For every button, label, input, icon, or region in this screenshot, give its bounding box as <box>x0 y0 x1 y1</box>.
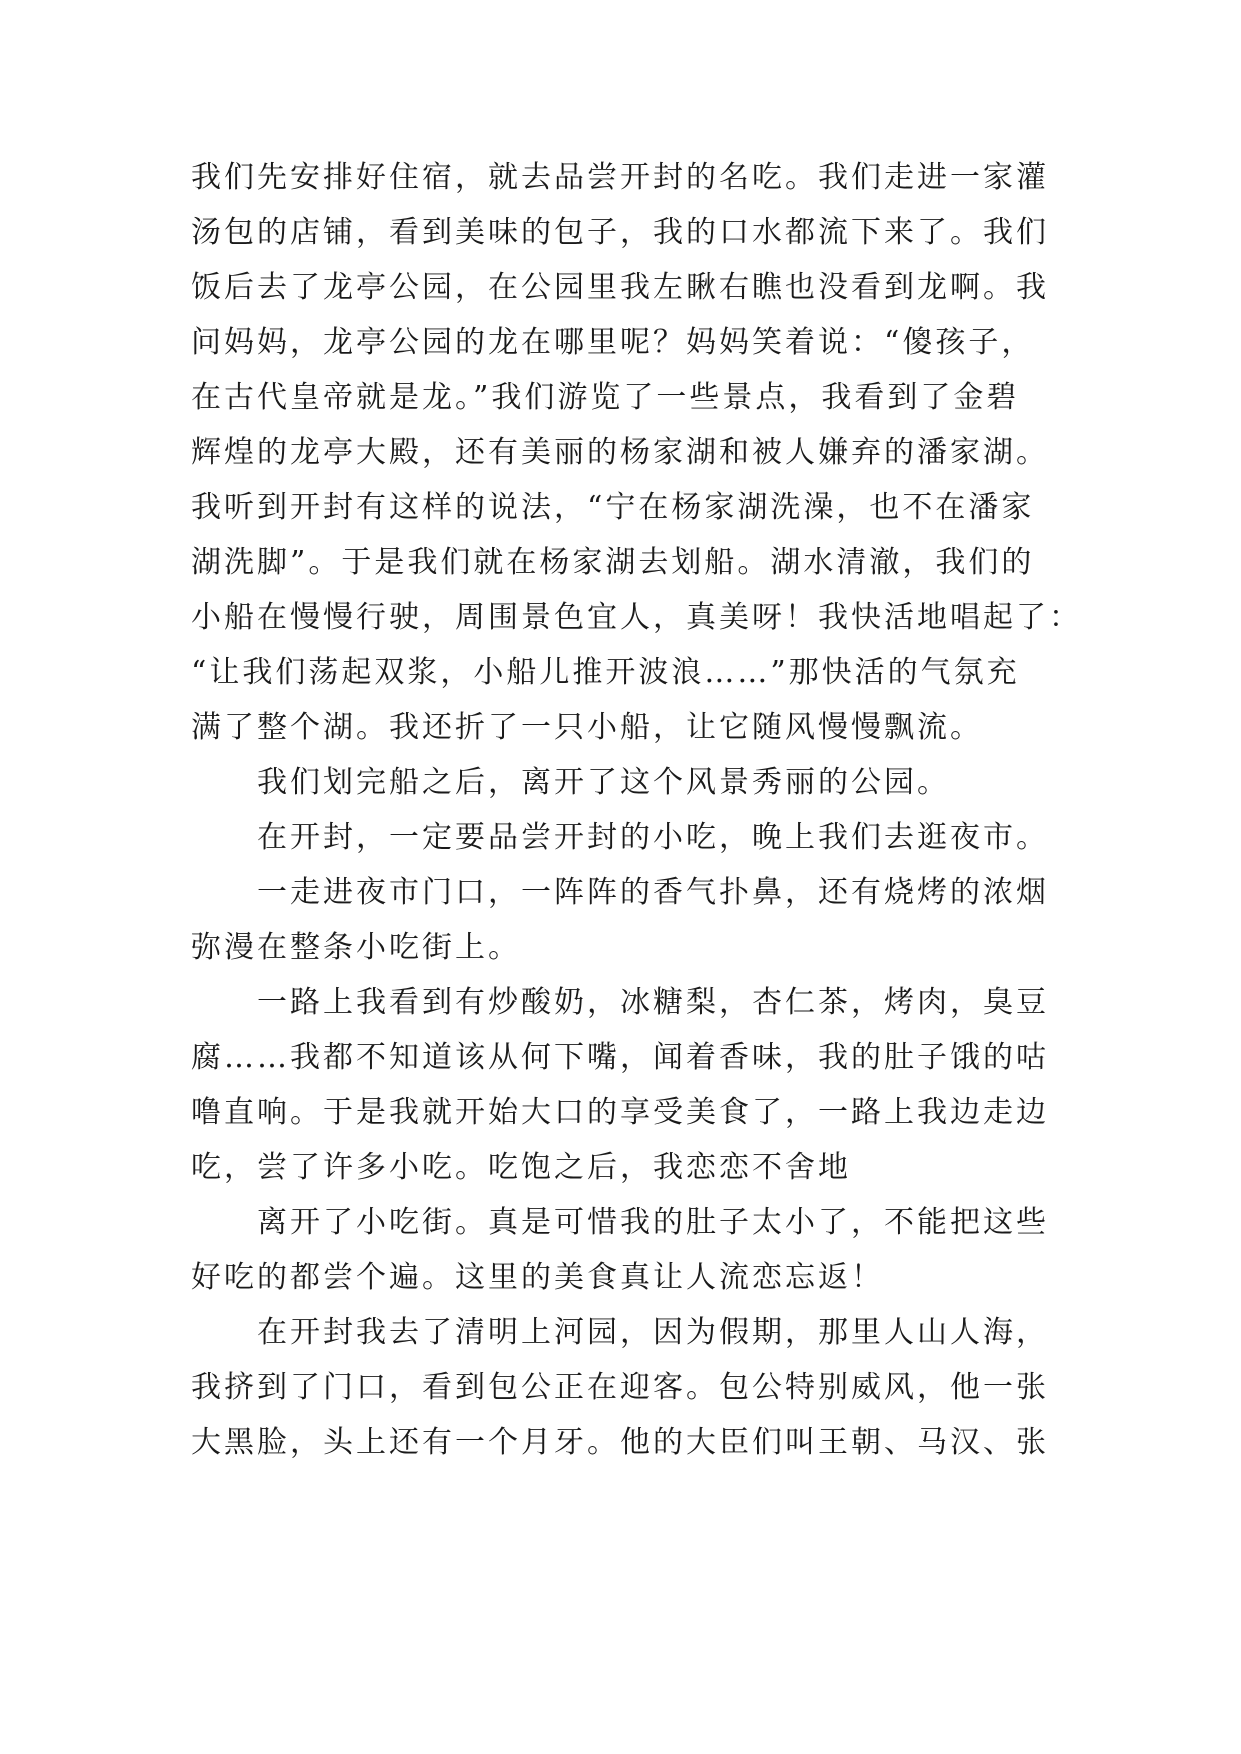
paragraph-first-line: 一走进夜市门口，一阵阵的香气扑鼻，还有烧烤的浓烟 <box>257 875 1049 910</box>
text-line: 饭后去了龙亭公园，在公园里我左瞅右瞧也没看到龙啊。我 <box>191 270 1049 305</box>
text-line: 弥漫在整条小吃街上。 <box>191 930 521 965</box>
text-line: 我们先安排好住宿，就去品尝开封的名吃。我们走进一家灌 <box>191 160 1049 195</box>
text-line: 腐……我都不知道该从何下嘴，闻着香味，我的肚子饿的咕 <box>191 1040 1049 1075</box>
text-line: 辉煌的龙亭大殿，还有美丽的杨家湖和被人嫌弃的潘家湖。 <box>191 435 1049 470</box>
paragraph-first-line: 我们划完船之后，离开了这个风景秀丽的公园。 <box>257 765 950 800</box>
text-line: 问妈妈，龙亭公园的龙在哪里呢？妈妈笑着说：“傻孩子， <box>191 325 1035 360</box>
text-line: 湖洗脚”。于是我们就在杨家湖去划船。湖水清澈，我们的 <box>191 545 1035 580</box>
text-line: 汤包的店铺，看到美味的包子，我的口水都流下来了。我们 <box>191 215 1049 250</box>
text-line: 我听到开封有这样的说法，“宁在杨家湖洗澡，也不在潘家 <box>191 490 1035 525</box>
body-text <box>191 150 1082 1470</box>
text-line: 大黑脸，头上还有一个月牙。他的大臣们叫王朝、马汉、张 <box>191 1425 1049 1460</box>
text-line: 吃，尝了许多小吃。吃饱之后，我恋恋不舍地 <box>191 1150 851 1185</box>
text-line: 小船在慢慢行驶，周围景色宜人，真美呀！我快活地唱起了： <box>191 600 1082 635</box>
text-line: 噜直响。于是我就开始大口的享受美食了，一路上我边走边 <box>191 1095 1049 1130</box>
paragraph-first-line: 离开了小吃街。真是可惜我的肚子太小了，不能把这些 <box>257 1205 1049 1240</box>
text-line: “让我们荡起双浆，小船儿推开波浪……”那快活的气氛充 <box>191 655 1020 690</box>
paragraph-first-line: 在开封，一定要品尝开封的小吃，晚上我们去逛夜市。 <box>257 820 1049 855</box>
text-line: 好吃的都尝个遍。这里的美食真让人流恋忘返！ <box>191 1260 884 1295</box>
paragraph-first-line: 一路上我看到有炒酸奶，冰糖梨，杏仁茶，烤肉，臭豆 <box>257 985 1049 1020</box>
text-line: 我挤到了门口，看到包公正在迎客。包公特别威风，他一张 <box>191 1370 1049 1405</box>
paragraph-first-line: 在开封我去了清明上河园，因为假期，那里人山人海， <box>257 1315 1049 1350</box>
text-line: 在古代皇帝就是龙。”我们游览了一些景点，我看到了金碧 <box>191 380 1020 415</box>
text-line: 满了整个湖。我还折了一只小船，让它随风慢慢飘流。 <box>191 710 983 745</box>
